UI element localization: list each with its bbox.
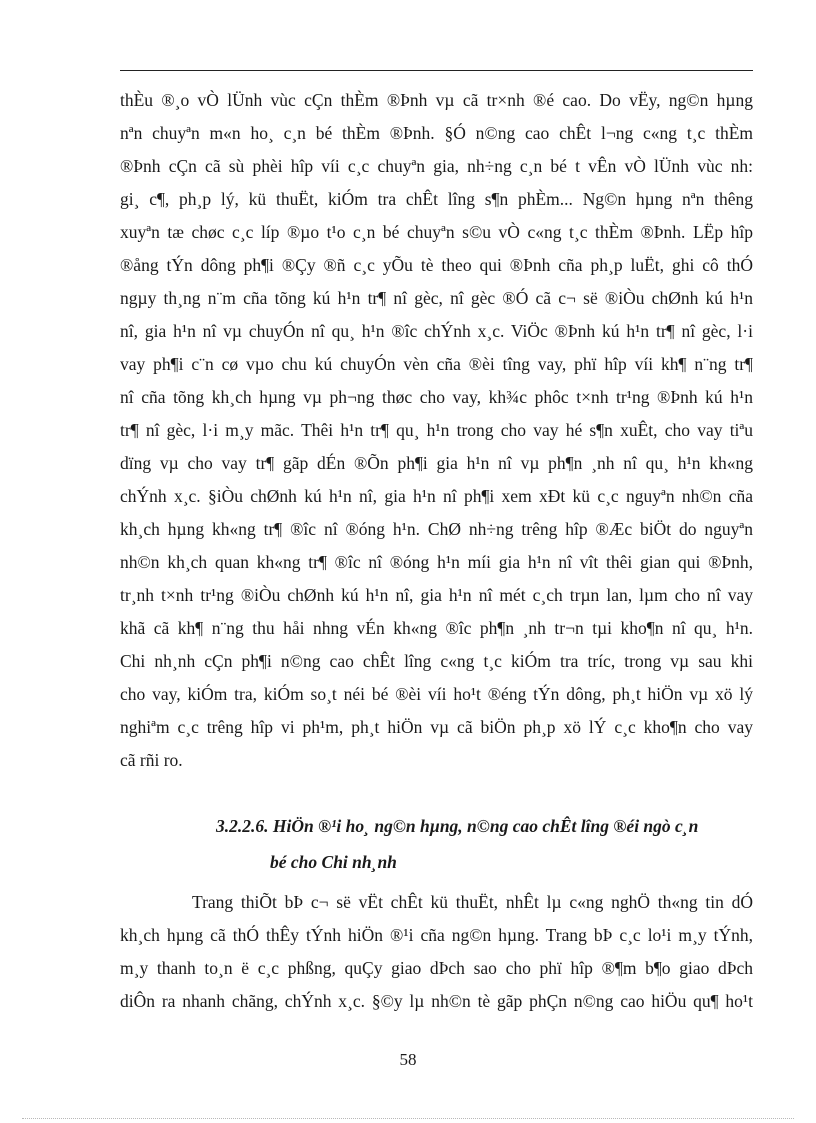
text-line: m¸y thanh to¸n ë c¸c phßng, quÇy giao dÞch sao cho phï hîp ®¶m b¶o giao dÞch: [120, 958, 753, 978]
text-line: dïng vµ cho vay tr¶ gãp dÉn ®Õn ph¶i gia h¹n nî vµ ph¶n ¸nh nî qu¸ h¹n kh«ng: [120, 453, 753, 473]
section-heading-line-2: bé cho Chi nh¸nh: [270, 852, 397, 872]
text-line: vay ph¶i c¨n cø vµo chu kú chuyÓn vèn cña ®èi tîng vay, phï hîp víi kh¶ n¨ng tr¶: [120, 354, 753, 374]
text-line: nªn chuyªn m«n ho¸ c¸n bé thÈm ®Þnh. §Ó n©ng cao chÊt l¬ng c«ng t¸c thÈm: [120, 123, 753, 143]
text-line: diÔn ra nhanh chãng, chÝnh x¸c. §©y lµ nh©n tè gãp phÇn n©ng cao hiÖu qu¶ ho¹t: [120, 991, 753, 1011]
text-line: nî, gia h¹n nî vµ chuyÓn nî qu¸ h¹n ®îc chÝnh x¸c. ViÖc ®Þnh kú h¹n tr¶ nî gèc, l·i: [120, 321, 753, 341]
header-rule: [120, 70, 753, 71]
text-line: ®Þnh cÇn cã sù phèi hîp víi c¸c chuyªn gia, nh÷ng c¸n bé t vÊn vÒ lÜnh vùc nh:: [120, 156, 753, 176]
text-line: kh¸ch hµng kh«ng tr¶ ®îc nî ®óng h¹n. ChØ nh÷ng trêng hîp ®Æc biÖt do nguyªn: [120, 519, 753, 539]
page-bottom-edge: [22, 1118, 794, 1119]
text-line: xuyªn tæ chøc c¸c líp ®µo t¹o c¸n bé chuyªn s©u vÒ c«ng t¸c thÈm ®Þnh. LËp hîp: [120, 222, 753, 242]
text-line: khã cã kh¶ n¨ng thu håi nhng vÉn kh«ng ®îc ph¶n ¸nh tr¬n tµi kho¶n nî qu¸ h¹n.: [120, 618, 753, 638]
text-line: nî cña tõng kh¸ch hµng vµ ph¬ng thøc cho vay, kh¾c phôc t×nh tr¹ng ®Þnh kú h¹n: [120, 387, 753, 407]
text-line: nghiªm c¸c trêng hîp vi ph¹m, ph¸t hiÖn vµ cã biÖn ph¸p xö lÝ c¸c kho¶n cho vay: [120, 717, 753, 737]
text-line: cã rñi ro.: [120, 750, 183, 770]
text-line: kh¸ch hµng cã thÓ thÊy tÝnh hiÖn ®¹i cña ng©n hµng. Trang bÞ c¸c lo¹i m¸y tÝnh,: [120, 925, 753, 945]
text-line: Chi nh¸nh cÇn ph¶i n©ng cao chÊt lîng c«ng t¸c kiÓm tra tríc, trong vµ sau khi: [120, 651, 753, 671]
text-line: nh©n kh¸ch quan kh«ng tr¶ ®îc nî ®óng h¹n míi gia h¹n nî vît thêi gian qui ®Þnh,: [120, 552, 753, 572]
text-line: tr¶ nî gèc, l·i m¸y mãc. Thêi h¹n tr¶ qu¸ h¹n trong cho vay hé s¶n xuÊt, cho vay tiªu: [120, 420, 753, 440]
text-line: cho vay, kiÓm tra, kiÓm so¸t néi bé ®èi víi ho¹t ®éng tÝn dông, ph¸t hiÖn vµ xö lý: [120, 684, 753, 704]
text-line: Trang thiÕt bÞ c¬ së vËt chÊt kü thuËt, nhÊt lµ c«ng nghÖ th«ng tin dÓ: [192, 892, 753, 912]
page-number: 58: [399, 1050, 417, 1069]
text-line: chÝnh x¸c. §iÒu chØnh kú h¹n nî, gia h¹n nî ph¶i xem xÐt kü c¸c nguyªn nh©n cña: [120, 486, 753, 506]
text-line: ®ång tÝn dông ph¶i ®Çy ®ñ c¸c yÕu tè theo qui ®Þnh cña ph¸p luËt, ghi cô thÓ: [120, 255, 753, 275]
text-line: gi¸ c¶, ph¸p lý, kü thuËt, kiÓm tra chÊt lîng s¶n phÈm... Ng©n hµng nªn thêng: [120, 189, 753, 209]
text-line: thÈu ®¸o vÒ lÜnh vùc cÇn thÈm ®Þnh vµ cã tr×nh ®é cao. Do vËy, ng©n hµng: [120, 90, 753, 110]
text-line: ngµy th¸ng n¨m cña tõng kú h¹n tr¶ nî gèc, nî gèc ®Ó cã c¬ së ®iÒu chØnh kú h¹n: [120, 288, 753, 308]
section-heading-line-1: 3.2.2.6. HiÖn ®¹i ho¸ ng©n hµng, n©ng cao chÊt lîng ®éi ngò c¸n: [216, 816, 699, 836]
text-line: tr¸nh t×nh tr¹ng ®iÒu chØnh kú h¹n nî, gia h¹n nî mét c¸ch trµn lan, lµm cho nî vay: [120, 585, 753, 605]
